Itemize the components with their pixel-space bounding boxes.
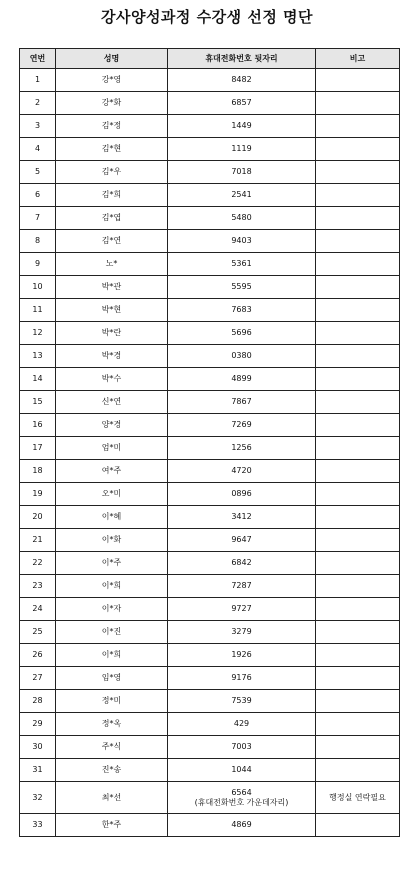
row-phone-cell — [168, 414, 316, 437]
row-note-cell — [316, 207, 400, 230]
row-note-cell — [316, 460, 400, 483]
row-name-cell: 여*주 — [56, 460, 168, 483]
row-phone-cell — [168, 759, 316, 782]
row-phone-cell — [168, 322, 316, 345]
row-name-cell: 박*수 — [56, 368, 168, 391]
row-note-cell — [316, 529, 400, 552]
row-note-cell — [316, 299, 400, 322]
row-name-cell: 박*관 — [56, 276, 168, 299]
row-name-cell: 정*미 — [56, 690, 168, 713]
row-note-cell — [316, 391, 400, 414]
row-name-cell: 임*영 — [56, 667, 168, 690]
table-row — [20, 345, 400, 368]
row-name-cell: 이*주 — [56, 552, 168, 575]
table-row — [20, 483, 400, 506]
phone-digits: 1256 — [231, 443, 252, 452]
row-name-cell: 김*정 — [56, 115, 168, 138]
row-number-cell: 14 — [20, 368, 56, 391]
row-number-cell: 13 — [20, 345, 56, 368]
row-name-cell: 이*희 — [56, 575, 168, 598]
table-row — [20, 368, 400, 391]
row-name-cell: 이*희 — [56, 644, 168, 667]
row-name-cell: 최*선 — [56, 782, 168, 814]
table-row — [20, 667, 400, 690]
phone-digits: 4899 — [231, 374, 252, 383]
phone-digits: 9403 — [231, 236, 252, 245]
table-row — [20, 759, 400, 782]
table-row — [20, 207, 400, 230]
table-row — [20, 184, 400, 207]
row-number-cell: 24 — [20, 598, 56, 621]
row-phone-cell — [168, 483, 316, 506]
row-note-cell — [316, 483, 400, 506]
row-number-cell: 9 — [20, 253, 56, 276]
row-number-cell: 2 — [20, 92, 56, 115]
row-name-cell: 정*옥 — [56, 713, 168, 736]
phone-digits: 4720 — [231, 466, 252, 475]
table-header-row — [20, 49, 400, 69]
row-number-cell: 29 — [20, 713, 56, 736]
row-note-cell — [316, 161, 400, 184]
row-number-cell: 16 — [20, 414, 56, 437]
table-row — [20, 92, 400, 115]
row-phone-cell — [168, 115, 316, 138]
row-name-cell: 이*자 — [56, 598, 168, 621]
row-number-cell: 30 — [20, 736, 56, 759]
phone-digits: 6857 — [231, 98, 252, 107]
row-number-cell: 22 — [20, 552, 56, 575]
phone-digits: 0380 — [231, 351, 252, 360]
table-row — [20, 506, 400, 529]
row-number-cell: 11 — [20, 299, 56, 322]
row-number-cell: 25 — [20, 621, 56, 644]
row-number-cell: 26 — [20, 644, 56, 667]
row-note-cell — [316, 69, 400, 92]
row-note-cell — [316, 368, 400, 391]
row-note-cell — [316, 253, 400, 276]
row-phone-cell — [168, 276, 316, 299]
phone-digits: 7287 — [231, 581, 252, 590]
table-row — [20, 529, 400, 552]
row-note-cell: 행정실 연락필요 — [316, 782, 400, 814]
row-phone-cell — [168, 92, 316, 115]
row-note-cell — [316, 506, 400, 529]
table-row — [20, 552, 400, 575]
row-note-cell — [316, 667, 400, 690]
row-phone-cell — [168, 736, 316, 759]
phone-digits: 3279 — [231, 627, 252, 636]
phone-digits: 1044 — [231, 765, 252, 774]
row-number-cell: 23 — [20, 575, 56, 598]
header-number: 연번 — [20, 49, 56, 69]
table-row — [20, 437, 400, 460]
row-number-cell: 19 — [20, 483, 56, 506]
row-phone-cell — [168, 552, 316, 575]
row-number-cell: 27 — [20, 667, 56, 690]
phone-digits: 429 — [233, 719, 250, 728]
phone-digits: 7867 — [231, 397, 252, 406]
table-row — [20, 69, 400, 92]
phone-digits: 9727 — [231, 604, 252, 613]
row-phone-cell — [168, 184, 316, 207]
phone-digits: 9647 — [231, 535, 252, 544]
row-phone-cell — [168, 391, 316, 414]
phone-digits: 1926 — [231, 650, 252, 659]
row-name-cell: 김*연 — [56, 230, 168, 253]
table-row — [20, 621, 400, 644]
table-row — [20, 575, 400, 598]
row-phone-cell — [168, 345, 316, 368]
row-phone-cell — [168, 138, 316, 161]
row-note-cell — [316, 598, 400, 621]
table-row — [20, 391, 400, 414]
phone-digits: 0896 — [231, 489, 252, 498]
table-row — [20, 299, 400, 322]
phone-note: (휴대전화번호 가운데자리) — [194, 797, 289, 807]
table-row — [20, 598, 400, 621]
table-row — [20, 322, 400, 345]
row-phone-cell — [168, 667, 316, 690]
row-phone-cell — [168, 161, 316, 184]
phone-digits: 7269 — [231, 420, 252, 429]
row-number-cell: 18 — [20, 460, 56, 483]
row-name-cell: 강*화 — [56, 92, 168, 115]
row-name-cell: 엄*미 — [56, 437, 168, 460]
row-name-cell: 강*영 — [56, 69, 168, 92]
row-phone-cell — [168, 782, 316, 814]
row-phone-cell — [168, 644, 316, 667]
row-number-cell: 32 — [20, 782, 56, 814]
row-name-cell: 박*경 — [56, 345, 168, 368]
phone-digits: 7003 — [231, 742, 252, 751]
table-row — [20, 782, 400, 814]
row-number-cell: 1 — [20, 69, 56, 92]
table-row — [20, 460, 400, 483]
phone-digits: 1449 — [231, 121, 252, 130]
row-number-cell: 7 — [20, 207, 56, 230]
row-name-cell: 이*혜 — [56, 506, 168, 529]
header-note: 비고 — [316, 49, 400, 69]
row-phone-cell — [168, 437, 316, 460]
row-note-cell — [316, 644, 400, 667]
row-number-cell: 21 — [20, 529, 56, 552]
phone-digits: 5361 — [231, 259, 252, 268]
phone-digits: 5595 — [231, 282, 252, 291]
phone-digits: 8482 — [231, 75, 252, 84]
row-name-cell: 한*주 — [56, 814, 168, 837]
phone-digits: 4869 — [231, 820, 252, 829]
row-note-cell — [316, 230, 400, 253]
header-name: 성명 — [56, 49, 168, 69]
row-phone-cell — [168, 506, 316, 529]
row-note-cell — [316, 138, 400, 161]
table-row — [20, 736, 400, 759]
table-row — [20, 115, 400, 138]
table-row — [20, 253, 400, 276]
row-name-cell: 진*송 — [56, 759, 168, 782]
row-number-cell: 15 — [20, 391, 56, 414]
row-phone-cell — [168, 69, 316, 92]
table-row — [20, 713, 400, 736]
row-phone-cell — [168, 368, 316, 391]
row-note-cell — [316, 552, 400, 575]
row-note-cell — [316, 575, 400, 598]
row-phone-cell — [168, 253, 316, 276]
row-name-cell: 양*경 — [56, 414, 168, 437]
row-note-cell — [316, 437, 400, 460]
row-number-cell: 28 — [20, 690, 56, 713]
row-name-cell: 김*우 — [56, 161, 168, 184]
row-note-cell — [316, 184, 400, 207]
table-row — [20, 161, 400, 184]
row-name-cell: 주*식 — [56, 736, 168, 759]
phone-digits: 2541 — [231, 190, 252, 199]
table-row — [20, 644, 400, 667]
row-name-cell: 김*엽 — [56, 207, 168, 230]
table-row — [20, 138, 400, 161]
row-phone-cell — [168, 575, 316, 598]
row-phone-cell — [168, 207, 316, 230]
row-note-cell — [316, 322, 400, 345]
row-number-cell: 3 — [20, 115, 56, 138]
table-row — [20, 230, 400, 253]
row-number-cell: 12 — [20, 322, 56, 345]
table-row — [20, 690, 400, 713]
row-note-cell — [316, 814, 400, 837]
row-number-cell: 8 — [20, 230, 56, 253]
row-note-cell — [316, 621, 400, 644]
row-note-cell — [316, 713, 400, 736]
phone-digits: 7018 — [231, 167, 252, 176]
row-number-cell: 20 — [20, 506, 56, 529]
row-number-cell: 17 — [20, 437, 56, 460]
row-number-cell: 31 — [20, 759, 56, 782]
row-name-cell: 이*화 — [56, 529, 168, 552]
phone-digits: 6842 — [231, 558, 252, 567]
row-name-cell: 김*희 — [56, 184, 168, 207]
row-number-cell: 4 — [20, 138, 56, 161]
row-number-cell: 6 — [20, 184, 56, 207]
row-number-cell: 10 — [20, 276, 56, 299]
row-number-cell: 33 — [20, 814, 56, 837]
row-name-cell: 노* — [56, 253, 168, 276]
header-phone: 휴대전화번호 뒷자리 — [168, 49, 316, 69]
row-phone-cell — [168, 230, 316, 253]
phone-digits: 7683 — [231, 305, 252, 314]
row-name-cell: 신*연 — [56, 391, 168, 414]
student-list-table — [19, 48, 400, 837]
row-number-cell: 5 — [20, 161, 56, 184]
phone-digits: 5696 — [231, 328, 252, 337]
phone-digits: 9176 — [231, 673, 252, 682]
row-note-cell — [316, 115, 400, 138]
phone-digits: 3412 — [231, 512, 252, 521]
row-phone-cell — [168, 690, 316, 713]
row-note-cell — [316, 92, 400, 115]
row-name-cell: 오*미 — [56, 483, 168, 506]
row-name-cell: 이*진 — [56, 621, 168, 644]
phone-digits: 6564 — [231, 787, 252, 797]
row-phone-cell — [168, 621, 316, 644]
row-phone-cell — [168, 814, 316, 837]
row-note-cell — [316, 759, 400, 782]
page-title: 강사양성과정 수강생 선정 명단 — [100, 8, 314, 26]
row-note-cell — [316, 414, 400, 437]
row-note-cell — [316, 690, 400, 713]
table-row — [20, 414, 400, 437]
row-name-cell: 박*현 — [56, 299, 168, 322]
phone-digits: 7539 — [231, 696, 252, 705]
row-name-cell: 박*란 — [56, 322, 168, 345]
phone-digits: 1119 — [231, 144, 252, 153]
row-name-cell: 김*현 — [56, 138, 168, 161]
table-body — [20, 69, 400, 837]
table-row — [20, 276, 400, 299]
row-note-cell — [316, 276, 400, 299]
table-row — [20, 814, 400, 837]
row-note-cell — [316, 736, 400, 759]
row-phone-cell — [168, 299, 316, 322]
row-phone-cell — [168, 529, 316, 552]
row-phone-cell — [168, 598, 316, 621]
row-note-cell — [316, 345, 400, 368]
row-phone-cell — [168, 460, 316, 483]
row-phone-cell — [168, 713, 316, 736]
phone-digits: 5480 — [231, 213, 252, 222]
